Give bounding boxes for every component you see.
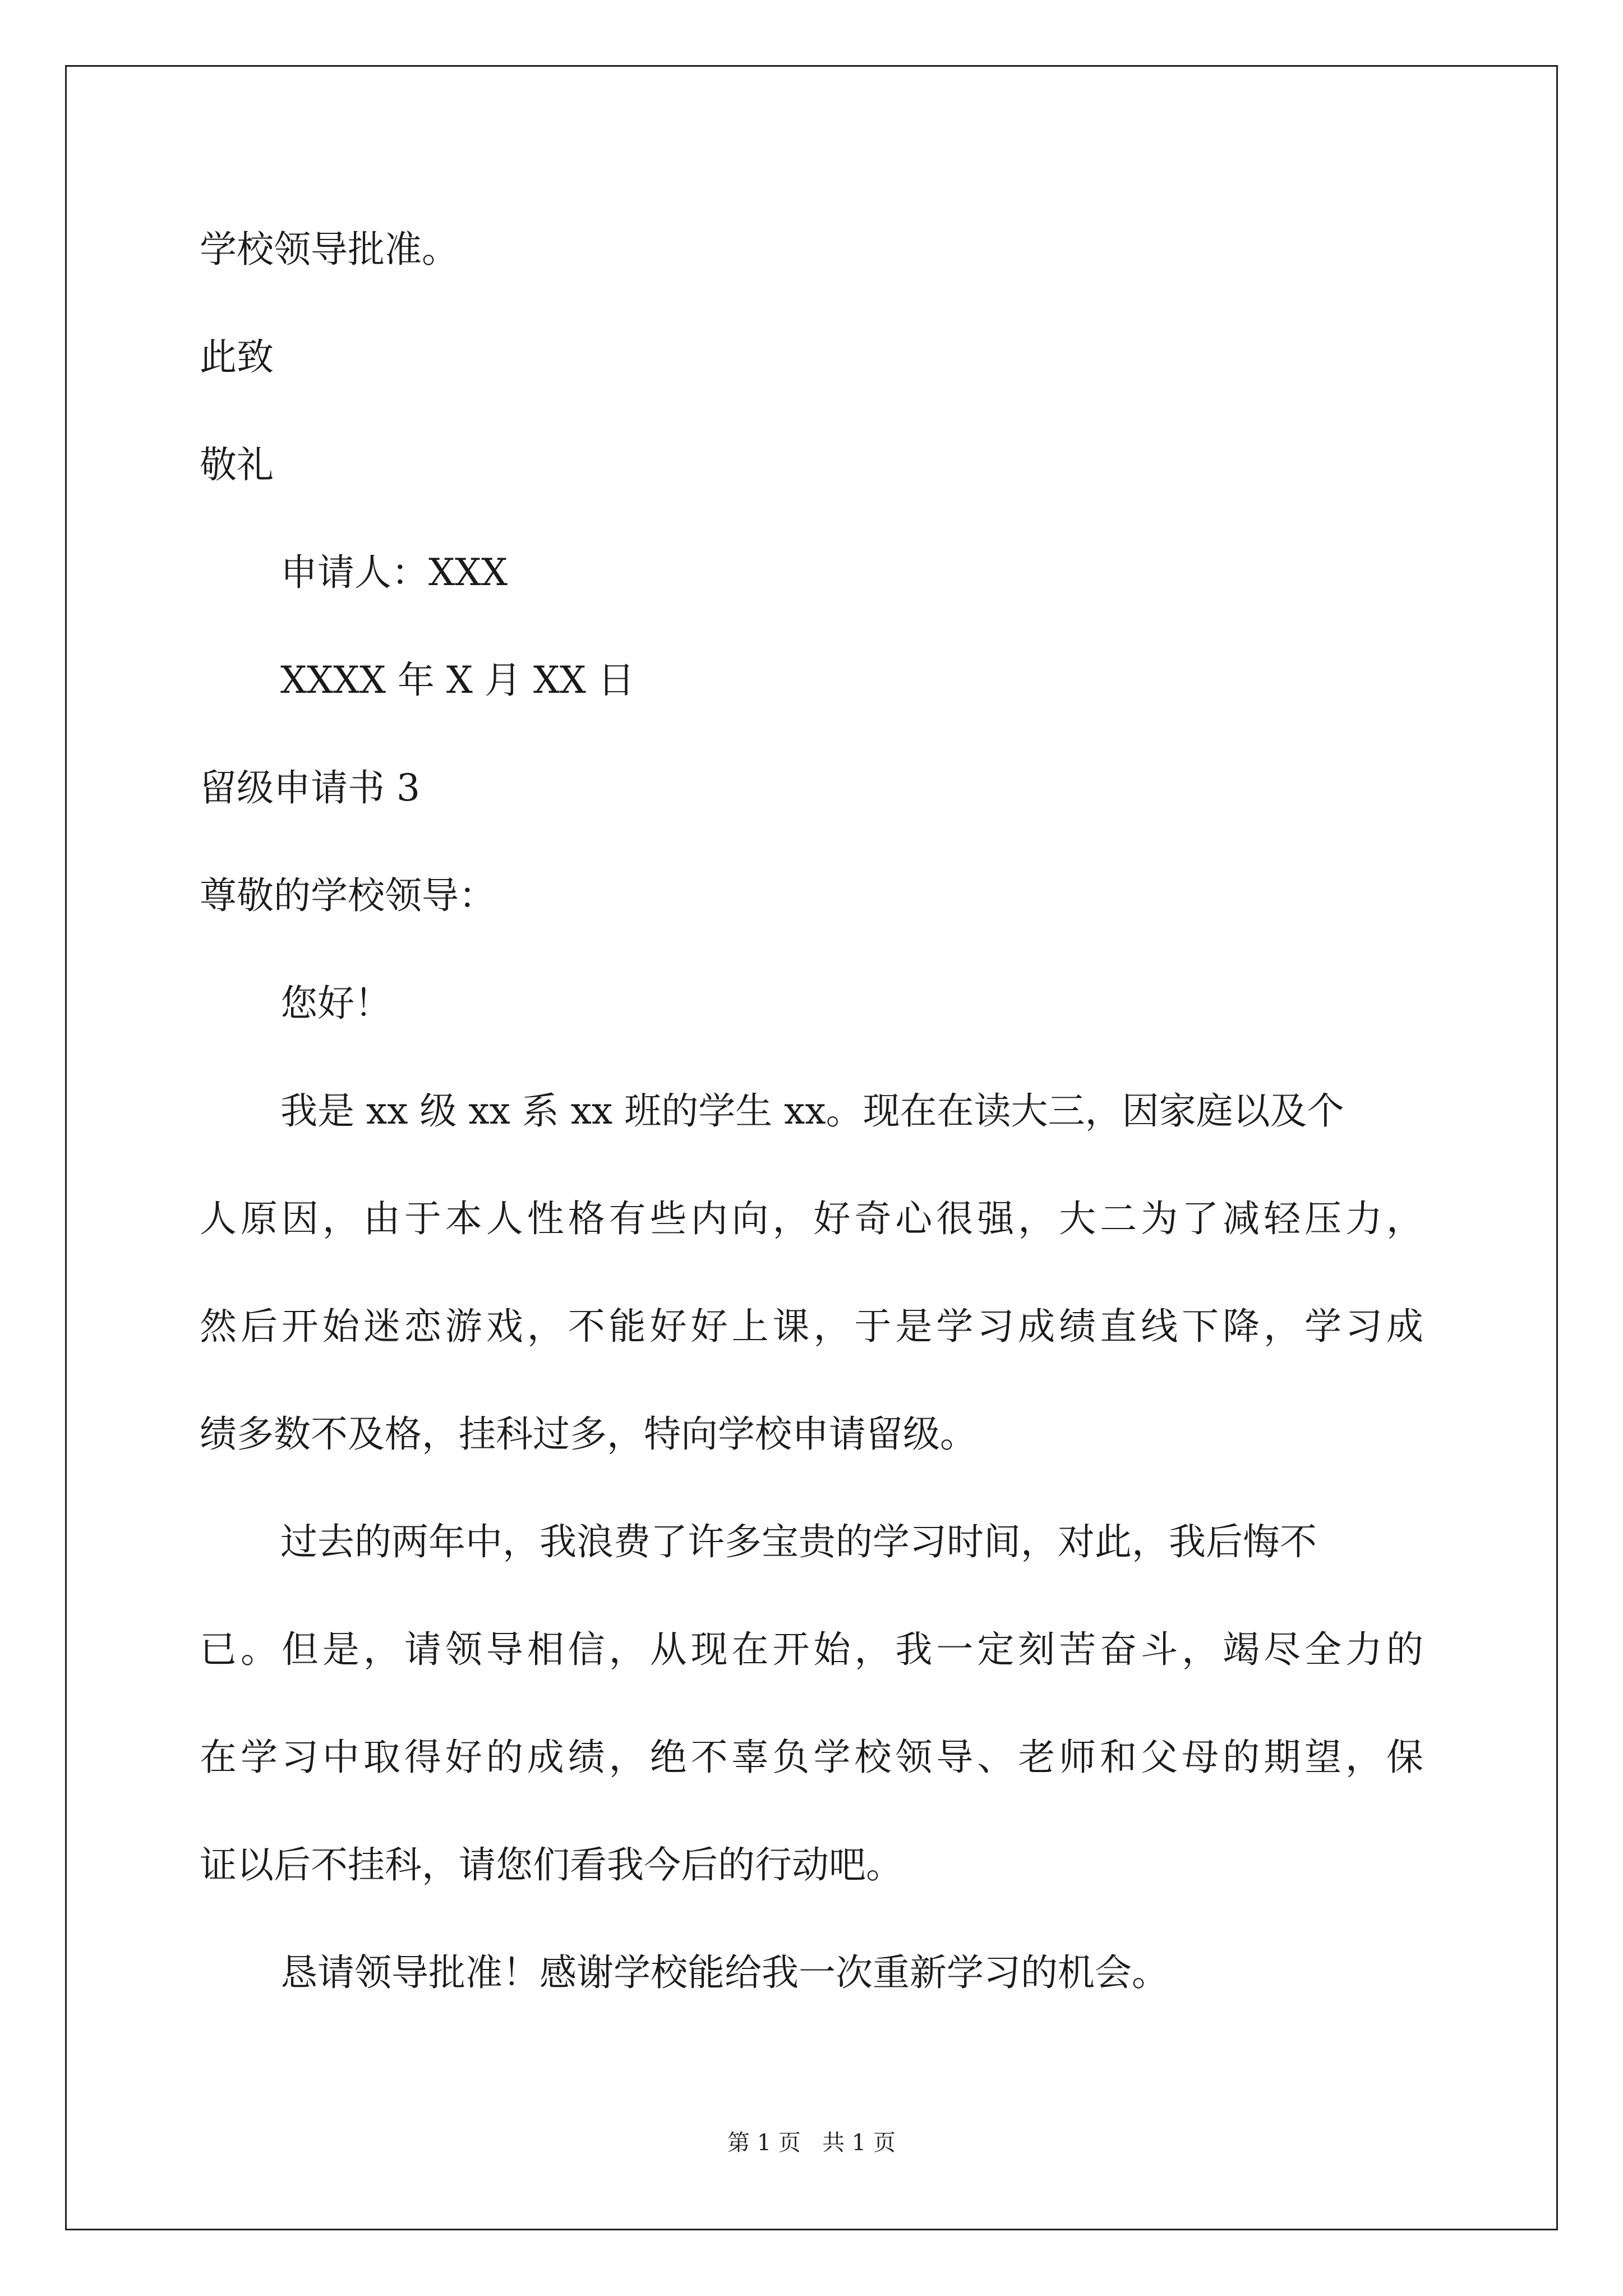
paragraph-3-line-1: 恳请领导批准！感谢学校能给我一次重新学习的机会。 (280, 1951, 1169, 1994)
salutation-jingli: 敬礼 (200, 443, 274, 486)
page-border (65, 65, 1558, 2230)
closing-text-line: 学校领导批准。 (200, 228, 459, 271)
paragraph-2-line-3: 在学习中取得好的成绩，绝不辜负学校领导、老师和父母的期望，保 (200, 1736, 1423, 1779)
signature-date: XXXX 年 X 月 XX 日 (280, 659, 635, 702)
paragraph-1-line-3: 然后开始迷恋游戏，不能好好上课，于是学习成绩直线下降，学习成 (200, 1305, 1423, 1348)
letter-addressee: 尊敬的学校领导： (200, 874, 496, 917)
salutation-cizhi: 此致 (200, 335, 274, 379)
paragraph-1-line-1: 我是 xx 级 xx 系 xx 班的学生 xx。现在在读大三，因家庭以及个 (280, 1089, 1344, 1133)
paragraph-2-line-2: 已。但是，请领导相信，从现在开始，我一定刻苦奋斗，竭尽全力的 (200, 1628, 1423, 1671)
applicant-signature: 申请人：XXX (280, 551, 508, 594)
page-number-footer: 第 1 页 共 1 页 (727, 2130, 896, 2156)
paragraph-2-line-1: 过去的两年中，我浪费了许多宝贵的学习时间，对此，我后悔不 (280, 1520, 1317, 1563)
letter-greeting: 您好！ (280, 982, 391, 1025)
section-title: 留级申请书 3 (200, 766, 420, 809)
paragraph-2-line-4: 证以后不挂科，请您们看我今后的行动吧。 (200, 1843, 903, 1887)
paragraph-1-line-4: 绩多数不及格，挂科过多，特向学校申请留级。 (200, 1412, 977, 1456)
paragraph-1-line-2: 人原因，由于本人性格有些内向，好奇心很强，大二为了减轻压力， (200, 1197, 1423, 1240)
